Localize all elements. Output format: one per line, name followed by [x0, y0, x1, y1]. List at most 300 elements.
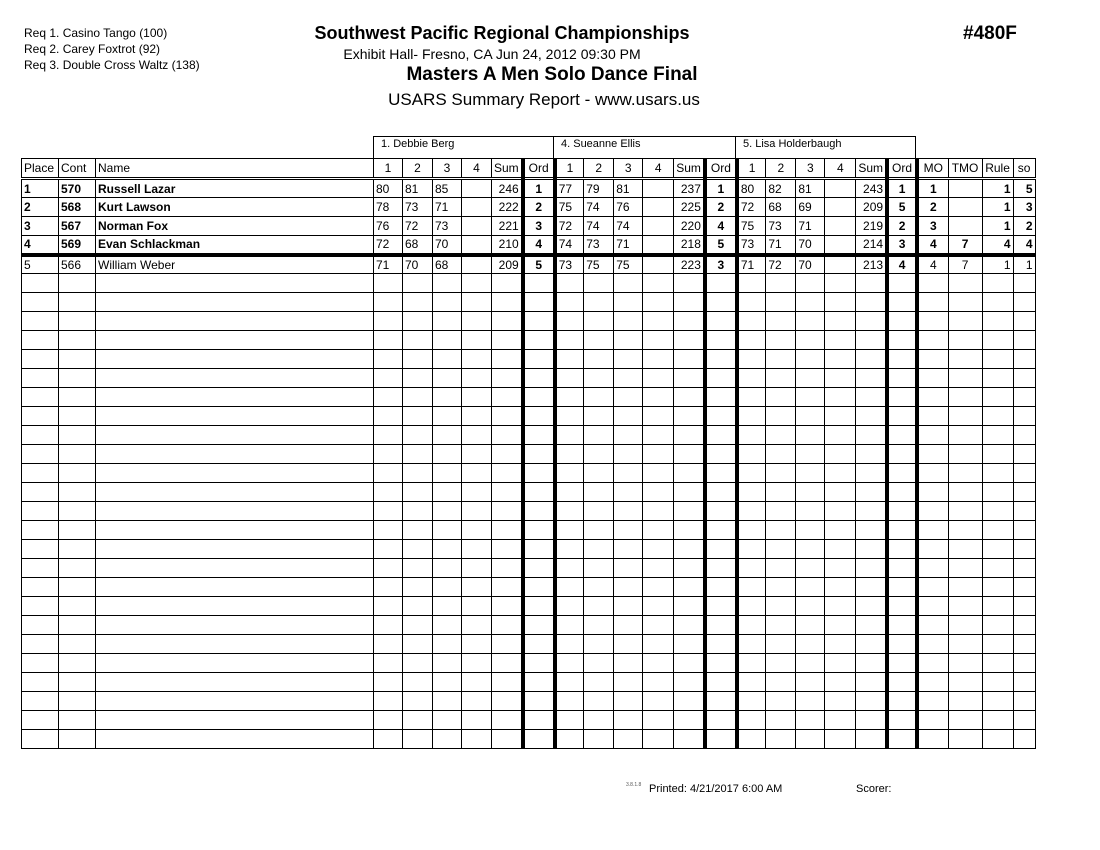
empty-cell	[1013, 654, 1035, 673]
empty-row	[22, 388, 1036, 407]
empty-cell	[674, 597, 705, 616]
empty-cell	[59, 654, 96, 673]
empty-cell	[825, 407, 856, 426]
empty-cell	[22, 540, 59, 559]
table-row	[22, 255, 1036, 274]
j3-col-2: 2	[766, 159, 796, 179]
j2-col-sum: Sum	[674, 159, 705, 179]
empty-cell	[22, 521, 59, 540]
empty-cell	[403, 521, 433, 540]
judge-1-score-2: 81	[403, 179, 433, 198]
empty-cell	[22, 616, 59, 635]
empty-cell	[705, 369, 737, 388]
empty-cell	[59, 331, 96, 350]
empty-cell	[982, 673, 1013, 692]
judge-3-score-1: 72	[737, 198, 766, 217]
judge-1-score-6: 2	[523, 198, 555, 217]
judge-3-score-5: 243	[856, 179, 887, 198]
header-row	[22, 159, 1036, 179]
requirement-1: Req 1. Casino Tango (100)	[24, 26, 168, 40]
empty-cell	[737, 692, 766, 711]
empty-cell	[96, 464, 374, 483]
empty-cell	[948, 578, 982, 597]
empty-cell	[887, 445, 917, 464]
judge-1-score-5: 222	[492, 198, 523, 217]
empty-cell	[887, 464, 917, 483]
empty-cell	[584, 559, 614, 578]
empty-cell	[1013, 635, 1035, 654]
empty-cell	[917, 578, 948, 597]
empty-cell	[555, 540, 584, 559]
empty-row	[22, 578, 1036, 597]
empty-cell	[856, 407, 887, 426]
empty-cell	[766, 464, 796, 483]
empty-row	[22, 540, 1036, 559]
empty-cell	[643, 559, 674, 578]
judge-1-score-6: 5	[523, 255, 555, 274]
empty-cell	[737, 673, 766, 692]
empty-cell	[856, 597, 887, 616]
empty-cell	[948, 369, 982, 388]
col-mo: MO	[917, 159, 948, 179]
empty-cell	[825, 350, 856, 369]
empty-cell	[614, 464, 643, 483]
judge-3-score-5: 213	[856, 255, 887, 274]
empty-cell	[614, 730, 643, 749]
empty-cell	[614, 407, 643, 426]
empty-row	[22, 597, 1036, 616]
empty-cell	[614, 540, 643, 559]
empty-cell	[948, 312, 982, 331]
empty-cell	[766, 388, 796, 407]
empty-cell	[737, 274, 766, 293]
empty-cell	[982, 483, 1013, 502]
empty-cell	[523, 692, 555, 711]
empty-cell	[374, 331, 403, 350]
empty-cell	[492, 502, 523, 521]
empty-cell	[1013, 331, 1035, 350]
empty-cell	[766, 692, 796, 711]
event-number: #480F	[963, 23, 1017, 44]
empty-cell	[492, 426, 523, 445]
empty-cell	[982, 502, 1013, 521]
place-cell: 3	[22, 217, 59, 236]
empty-cell	[96, 654, 374, 673]
empty-cell	[982, 293, 1013, 312]
empty-cell	[584, 274, 614, 293]
mo-cell: 3	[917, 217, 948, 236]
judge-3-score-1: 75	[737, 217, 766, 236]
empty-cell	[555, 426, 584, 445]
empty-cell	[374, 559, 403, 578]
judge-2-score-4	[643, 198, 674, 217]
empty-cell	[433, 369, 462, 388]
rule-cell: 1	[982, 198, 1013, 217]
rule-cell: 1	[982, 255, 1013, 274]
empty-cell	[374, 635, 403, 654]
empty-cell	[796, 540, 825, 559]
empty-cell	[856, 388, 887, 407]
judge-2-score-1: 74	[555, 236, 584, 255]
empty-cell	[917, 331, 948, 350]
empty-cell	[433, 445, 462, 464]
empty-cell	[22, 578, 59, 597]
j2-col-ord: Ord	[705, 159, 737, 179]
empty-cell	[948, 711, 982, 730]
empty-cell	[59, 407, 96, 426]
judge-2-score-1: 77	[555, 179, 584, 198]
judge-1-score-1: 72	[374, 236, 403, 255]
empty-cell	[492, 616, 523, 635]
empty-cell	[433, 274, 462, 293]
col-so: so	[1013, 159, 1035, 179]
empty-cell	[492, 711, 523, 730]
empty-cell	[96, 711, 374, 730]
empty-cell	[555, 673, 584, 692]
col-place: Place	[22, 159, 59, 179]
j1-col-4: 4	[462, 159, 492, 179]
empty-cell	[22, 293, 59, 312]
empty-cell	[462, 578, 492, 597]
judge-3-score-6: 2	[887, 217, 917, 236]
empty-row	[22, 692, 1036, 711]
empty-cell	[22, 597, 59, 616]
empty-cell	[643, 673, 674, 692]
empty-cell	[917, 464, 948, 483]
empty-cell	[492, 521, 523, 540]
empty-cell	[643, 654, 674, 673]
empty-cell	[856, 578, 887, 597]
empty-cell	[1013, 692, 1035, 711]
empty-cell	[555, 616, 584, 635]
empty-cell	[523, 502, 555, 521]
empty-cell	[948, 730, 982, 749]
empty-cell	[614, 597, 643, 616]
place-cell: 4	[22, 236, 59, 255]
judge-2-score-5: 218	[674, 236, 705, 255]
empty-cell	[887, 730, 917, 749]
empty-cell	[705, 540, 737, 559]
cont-cell: 567	[59, 217, 96, 236]
empty-cell	[887, 540, 917, 559]
empty-cell	[462, 654, 492, 673]
empty-cell	[643, 730, 674, 749]
empty-cell	[614, 559, 643, 578]
empty-cell	[96, 312, 374, 331]
judge-2-header: 4. Sueanne Ellis	[553, 136, 736, 158]
empty-cell	[555, 407, 584, 426]
empty-cell	[584, 331, 614, 350]
empty-cell	[705, 730, 737, 749]
empty-cell	[982, 578, 1013, 597]
empty-cell	[917, 274, 948, 293]
empty-cell	[856, 635, 887, 654]
empty-cell	[433, 540, 462, 559]
empty-cell	[96, 350, 374, 369]
empty-cell	[674, 293, 705, 312]
empty-cell	[492, 274, 523, 293]
judge-3-score-4	[825, 255, 856, 274]
empty-cell	[96, 692, 374, 711]
empty-cell	[825, 331, 856, 350]
empty-cell	[22, 559, 59, 578]
empty-cell	[462, 597, 492, 616]
empty-cell	[614, 502, 643, 521]
empty-cell	[948, 540, 982, 559]
empty-cell	[643, 616, 674, 635]
empty-cell	[492, 559, 523, 578]
empty-cell	[674, 312, 705, 331]
judge-2-score-2: 79	[584, 179, 614, 198]
judge-3-score-2: 82	[766, 179, 796, 198]
empty-cell	[982, 312, 1013, 331]
empty-cell	[433, 711, 462, 730]
empty-cell	[374, 312, 403, 331]
empty-cell	[492, 464, 523, 483]
judge-3-score-1: 73	[737, 236, 766, 255]
empty-cell	[982, 331, 1013, 350]
empty-cell	[737, 388, 766, 407]
empty-cell	[374, 502, 403, 521]
empty-cell	[96, 559, 374, 578]
empty-row	[22, 464, 1036, 483]
empty-cell	[856, 369, 887, 388]
event-title: Masters A Men Solo Dance Final	[406, 64, 698, 85]
empty-cell	[1013, 274, 1035, 293]
empty-cell	[374, 540, 403, 559]
empty-cell	[403, 445, 433, 464]
judge-1-score-5: 210	[492, 236, 523, 255]
empty-row	[22, 616, 1036, 635]
empty-cell	[766, 540, 796, 559]
empty-cell	[22, 711, 59, 730]
empty-cell	[856, 540, 887, 559]
empty-cell	[705, 426, 737, 445]
empty-cell	[705, 445, 737, 464]
empty-cell	[674, 502, 705, 521]
empty-cell	[825, 464, 856, 483]
empty-cell	[917, 312, 948, 331]
empty-cell	[917, 426, 948, 445]
empty-cell	[433, 350, 462, 369]
tmo-cell	[948, 198, 982, 217]
empty-cell	[374, 426, 403, 445]
empty-cell	[825, 692, 856, 711]
judge-2-score-3: 71	[614, 236, 643, 255]
empty-cell	[555, 692, 584, 711]
championship-title: Southwest Pacific Regional Championships	[314, 23, 690, 43]
empty-cell	[1013, 521, 1035, 540]
empty-cell	[887, 502, 917, 521]
empty-cell	[59, 673, 96, 692]
empty-cell	[766, 673, 796, 692]
empty-cell	[433, 730, 462, 749]
empty-cell	[492, 350, 523, 369]
empty-cell	[917, 369, 948, 388]
empty-cell	[674, 331, 705, 350]
empty-cell	[643, 312, 674, 331]
name-cell: Kurt Lawson	[96, 198, 374, 217]
empty-row	[22, 445, 1036, 464]
judge-2-score-3: 81	[614, 179, 643, 198]
empty-cell	[948, 559, 982, 578]
empty-cell	[705, 692, 737, 711]
empty-cell	[887, 312, 917, 331]
empty-cell	[887, 426, 917, 445]
empty-cell	[643, 521, 674, 540]
empty-cell	[555, 464, 584, 483]
empty-cell	[523, 521, 555, 540]
cont-cell: 569	[59, 236, 96, 255]
empty-cell	[584, 654, 614, 673]
empty-cell	[796, 654, 825, 673]
empty-cell	[584, 540, 614, 559]
empty-cell	[403, 350, 433, 369]
judge-3-score-2: 73	[766, 217, 796, 236]
empty-cell	[643, 426, 674, 445]
empty-row	[22, 350, 1036, 369]
empty-cell	[555, 730, 584, 749]
empty-cell	[555, 331, 584, 350]
j3-col-1: 1	[737, 159, 766, 179]
empty-cell	[584, 711, 614, 730]
empty-cell	[856, 426, 887, 445]
empty-cell	[96, 730, 374, 749]
empty-cell	[948, 502, 982, 521]
col-rule: Rule	[982, 159, 1013, 179]
empty-cell	[825, 654, 856, 673]
empty-cell	[59, 540, 96, 559]
empty-cell	[403, 540, 433, 559]
empty-cell	[825, 540, 856, 559]
empty-row	[22, 407, 1036, 426]
empty-cell	[737, 730, 766, 749]
empty-cell	[403, 293, 433, 312]
empty-cell	[96, 293, 374, 312]
requirement-3: Req 3. Double Cross Waltz (138)	[24, 58, 200, 72]
empty-cell	[737, 578, 766, 597]
empty-cell	[705, 578, 737, 597]
empty-cell	[523, 654, 555, 673]
empty-cell	[1013, 293, 1035, 312]
empty-cell	[96, 407, 374, 426]
empty-cell	[523, 730, 555, 749]
empty-cell	[737, 350, 766, 369]
judge-1-score-2: 70	[403, 255, 433, 274]
empty-cell	[982, 426, 1013, 445]
empty-cell	[374, 350, 403, 369]
empty-cell	[59, 616, 96, 635]
venue-line: Exhibit Hall- Fresno, CA Jun 24, 2012 09:30 PM	[343, 46, 641, 62]
empty-cell	[433, 293, 462, 312]
empty-cell	[492, 654, 523, 673]
empty-cell	[825, 312, 856, 331]
empty-cell	[523, 540, 555, 559]
table-row	[22, 198, 1036, 217]
tmo-cell	[948, 179, 982, 198]
empty-cell	[1013, 540, 1035, 559]
empty-cell	[796, 388, 825, 407]
empty-cell	[555, 388, 584, 407]
empty-cell	[374, 616, 403, 635]
empty-cell	[523, 464, 555, 483]
judge-1-score-1: 76	[374, 217, 403, 236]
empty-row	[22, 274, 1036, 293]
empty-cell	[374, 483, 403, 502]
empty-cell	[643, 692, 674, 711]
empty-cell	[403, 312, 433, 331]
empty-cell	[737, 445, 766, 464]
empty-cell	[492, 597, 523, 616]
judge-2-score-4	[643, 217, 674, 236]
empty-cell	[796, 426, 825, 445]
judge-3-score-2: 68	[766, 198, 796, 217]
empty-cell	[59, 350, 96, 369]
judge-1-score-3: 71	[433, 198, 462, 217]
empty-cell	[856, 559, 887, 578]
empty-cell	[555, 521, 584, 540]
judge-2-score-2: 74	[584, 217, 614, 236]
empty-row	[22, 312, 1036, 331]
empty-cell	[982, 635, 1013, 654]
empty-cell	[856, 692, 887, 711]
empty-cell	[523, 711, 555, 730]
empty-cell	[917, 597, 948, 616]
empty-cell	[59, 369, 96, 388]
empty-cell	[584, 521, 614, 540]
j1-col-2: 2	[403, 159, 433, 179]
empty-cell	[462, 730, 492, 749]
empty-cell	[555, 483, 584, 502]
judge-3-score-4	[825, 198, 856, 217]
empty-cell	[766, 293, 796, 312]
so-cell: 3	[1013, 198, 1035, 217]
judge-1-score-4	[462, 179, 492, 198]
empty-cell	[643, 331, 674, 350]
empty-cell	[948, 350, 982, 369]
empty-cell	[1013, 730, 1035, 749]
empty-cell	[614, 635, 643, 654]
j1-col-3: 3	[433, 159, 462, 179]
empty-cell	[825, 369, 856, 388]
empty-cell	[462, 673, 492, 692]
empty-cell	[825, 388, 856, 407]
empty-cell	[982, 711, 1013, 730]
empty-row	[22, 711, 1036, 730]
cont-cell: 568	[59, 198, 96, 217]
j1-col-1: 1	[374, 159, 403, 179]
empty-cell	[555, 502, 584, 521]
empty-cell	[705, 483, 737, 502]
empty-cell	[766, 331, 796, 350]
empty-cell	[796, 464, 825, 483]
judge-2-score-5: 225	[674, 198, 705, 217]
empty-cell	[433, 521, 462, 540]
empty-row	[22, 331, 1036, 350]
empty-cell	[705, 654, 737, 673]
empty-cell	[887, 578, 917, 597]
empty-cell	[584, 483, 614, 502]
printed-timestamp: Printed: 4/21/2017 6:00 AM	[649, 783, 783, 795]
empty-cell	[59, 312, 96, 331]
empty-cell	[825, 426, 856, 445]
empty-cell	[643, 597, 674, 616]
empty-cell	[856, 502, 887, 521]
empty-cell	[705, 293, 737, 312]
empty-cell	[825, 559, 856, 578]
judge-2-score-1: 75	[555, 198, 584, 217]
judge-2-score-1: 73	[555, 255, 584, 274]
